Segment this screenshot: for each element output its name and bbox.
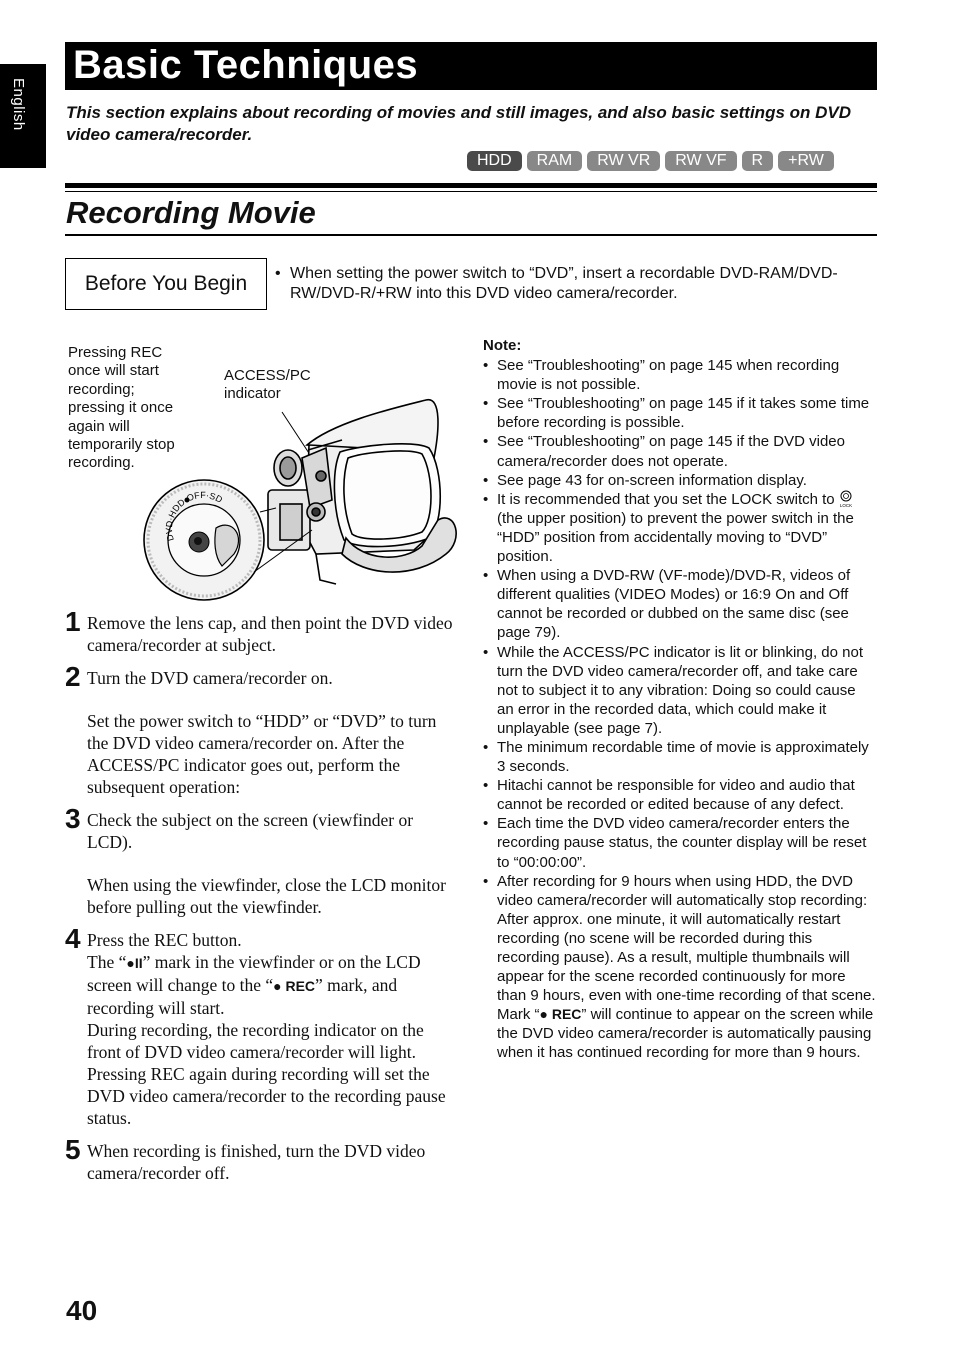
record-mark-icon: ● REC	[539, 1006, 582, 1023]
media-tag-ram: RAM	[527, 151, 583, 171]
chapter-title: Basic Techniques	[73, 43, 419, 87]
media-tag-hdd: HDD	[467, 151, 522, 171]
step-4	[65, 923, 456, 1129]
before-you-begin-bullet: When setting the power switch to “DVD”, insert a recordable DVD-RAM/DVD-RW/DVD-R/+RW into this DVD video camera/recorder.	[290, 265, 838, 302]
bullet: •	[483, 433, 489, 451]
step-number: 5	[65, 1134, 81, 1165]
callout-rec-line: pressing it once	[68, 399, 174, 417]
note-text: (the upper position) to prevent the power switch in the “HDD” position from accidentally moving to “DVD” position.	[497, 509, 854, 566]
language-tab	[0, 64, 46, 168]
step-text	[87, 951, 456, 1019]
step-text-part: ” mark, and recording will start.	[87, 975, 398, 1018]
page-number: 40	[66, 1295, 98, 1326]
lock-icon	[839, 490, 853, 508]
step-1	[65, 606, 456, 656]
bullet: •	[483, 357, 489, 375]
bullet: •	[483, 567, 489, 585]
section-title: Recording Movie	[66, 195, 316, 230]
note-text: See “Troubleshooting” on page 145 if it takes some time before recording is possible.	[497, 395, 870, 432]
step-text: During recording, the recording indicator on the front of DVD video camera/recorder will light.	[87, 1020, 424, 1062]
note-item	[483, 738, 876, 776]
bullet: •	[483, 395, 489, 413]
note-text: See “Troubleshooting” on page 145 if the DVD video camera/recorder does not operate.	[497, 433, 845, 470]
step-3	[65, 803, 456, 918]
note-text: See “Troubleshooting” on page 145 when recording movie is not possible.	[497, 357, 840, 394]
step-text: Pressing REC again during recording will set the DVD video camera/recorder to the recording pause status.	[87, 1064, 446, 1128]
before-you-begin-box: Before You Begin	[65, 258, 267, 310]
chapter-title-bar	[65, 42, 877, 90]
callout-access-line: indicator	[224, 385, 281, 403]
note-item	[483, 643, 876, 738]
notes-heading: Note:	[483, 337, 522, 354]
camcorder-illustration	[64, 340, 464, 602]
dial-label: DVD·HDD·OFF·SD	[163, 489, 225, 543]
note-item	[483, 471, 876, 490]
bullet: •	[483, 738, 489, 756]
callout-rec-line: recording;	[68, 380, 135, 398]
bullet: •	[483, 777, 489, 795]
callout-rec-line: again will	[68, 417, 130, 435]
step-text-part: The “	[87, 952, 127, 972]
bullet: •	[483, 471, 489, 489]
before-you-begin-text	[275, 264, 890, 304]
section-rule-under	[65, 234, 877, 236]
lock-icon-label: LOCK	[839, 502, 852, 508]
step-number: 2	[65, 661, 81, 692]
language-label: English	[10, 78, 27, 131]
step-number: 1	[65, 606, 81, 637]
step-5	[65, 1134, 456, 1184]
note-item	[483, 394, 876, 432]
step-number: 4	[65, 923, 81, 954]
section-rule-thick	[65, 183, 877, 188]
note-item	[483, 814, 876, 871]
note-text: The minimum recordable time of movie is approximately 3 seconds.	[497, 738, 869, 776]
media-tags	[467, 151, 834, 171]
note-text: See page 43 for on-screen information display.	[497, 471, 807, 489]
step-text: When recording is finished, turn the DVD video camera/recorder off.	[87, 1141, 426, 1183]
callout-rec-line: Pressing REC	[68, 344, 163, 361]
step-2	[65, 661, 456, 798]
callout-rec-line: recording.	[68, 454, 135, 472]
step-text: Turn the DVD camera/recorder on.	[87, 668, 333, 688]
callout-access-line: ACCESS/PC	[224, 367, 311, 384]
camcorder-body	[268, 400, 456, 584]
note-item	[483, 490, 876, 566]
note-text: ” will continue to appear on the screen while the DVD video camera/recorder is automatically pausing when it has continued recording for more than 9 hours.	[497, 1006, 874, 1062]
note-item	[483, 776, 876, 814]
media-tag-rw-vf: RW VF	[665, 151, 736, 171]
bullet: •	[275, 265, 281, 282]
step-text-part: ” mark in the viewfinder or on the LCD screen will change to the “	[87, 952, 421, 995]
note-item	[483, 432, 876, 470]
note-item	[483, 872, 876, 1063]
note-item	[483, 566, 876, 642]
media-tag-plus-rw: +RW	[778, 151, 834, 171]
intro-text: This section explains about recording of movies and still images, and also basic settings on DVD video camera/recorder.	[66, 103, 852, 144]
note-text: Hitachi cannot be responsible for video and audio that cannot be recorded or edited because of any defect.	[497, 777, 855, 814]
note-text: Each time the DVD video camera/recorder enters the recording pause status, the counter display will be reset to “00:00:00”.	[497, 815, 867, 871]
step-text: Set the power switch to “HDD” or “DVD” to turn the DVD video camera/recorder on. After the ACCESS/PC indicator goes out, perform the subsequent operation:	[87, 711, 437, 797]
step-text: Remove the lens cap, and then point the DVD video camera/recorder at subject.	[87, 613, 453, 655]
media-tag-rw-vr: RW VR	[587, 151, 660, 171]
record-pause-mark-icon: ●II	[126, 955, 143, 971]
step-text: When using the viewfinder, close the LCD monitor before pulling out the viewfinder.	[87, 875, 446, 917]
step-text: Press the REC button.	[87, 930, 242, 950]
notes-list	[483, 356, 876, 1062]
note-text: After recording for 9 hours when using HDD, the DVD video camera/recorder will automatically stop recording: After approx. one minute, it will automatically restart recording (no scene will be recorded during this recording pause). As a result, multiple thumbnails will appear for the scene recorded continuously for more than 9 hours, even with one-time recording of that scene. Mark “	[497, 872, 876, 1024]
note-text: It is recommended that you set the LOCK switch to	[497, 490, 839, 508]
notes-section	[483, 336, 876, 1063]
callout-rec-line: once will start	[68, 362, 159, 380]
camcorder-drawing	[64, 340, 464, 602]
bullet: •	[483, 490, 489, 508]
step-text: Check the subject on the screen (viewfinder or LCD).	[87, 810, 414, 852]
callout-rec-line: temporarily stop	[68, 436, 175, 454]
record-mark-icon: ● REC	[273, 978, 316, 994]
steps-list	[65, 606, 456, 1195]
bullet: •	[483, 872, 489, 890]
step-number: 3	[65, 803, 81, 834]
bullet: •	[483, 643, 489, 661]
bullet: •	[483, 815, 489, 833]
media-tag-r: R	[742, 151, 774, 171]
note-item	[483, 356, 876, 394]
note-text: While the ACCESS/PC indicator is lit or blinking, do not turn the DVD video camera/recorder off, and take care not to subject it to any vibration: Doing so could cause an error in the recorded data, which could make it unplayable (see page 7).	[497, 643, 863, 737]
note-text: When using a DVD-RW (VF-mode)/DVD-R, videos of different qualities (VIDEO Modes) or 16:9 On and Off cannot be recorded or dubbed on the same disc (see page 79).	[497, 567, 851, 642]
